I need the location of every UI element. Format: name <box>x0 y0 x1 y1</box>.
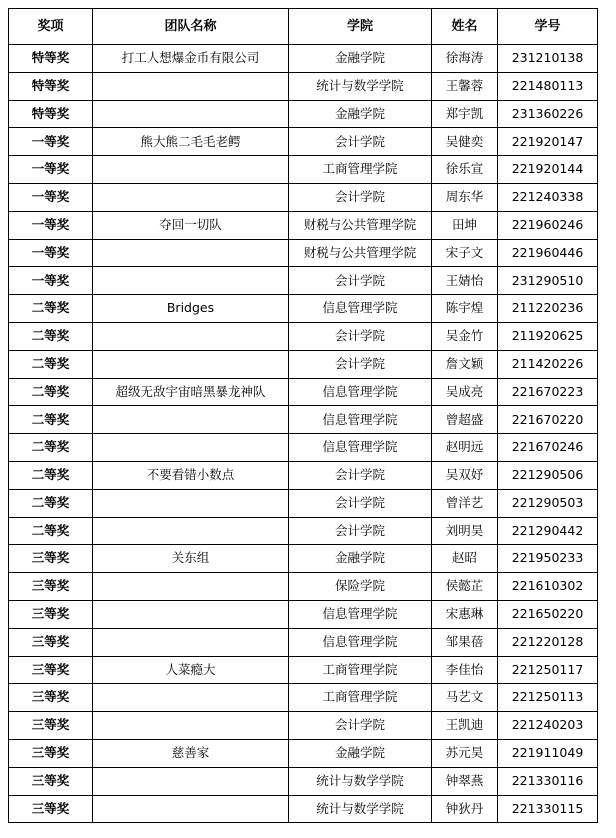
team-cell <box>93 712 289 740</box>
team-cell <box>93 600 289 628</box>
college-cell: 会计学院 <box>289 461 432 489</box>
college-cell: 会计学院 <box>289 517 432 545</box>
college-cell: 信息管理学院 <box>289 406 432 434</box>
award-table-container <box>8 8 598 823</box>
award-cell: 二等奖 <box>9 434 93 462</box>
team-cell <box>93 322 289 350</box>
college-cell: 金融学院 <box>289 739 432 767</box>
college-cell: 信息管理学院 <box>289 434 432 462</box>
student-id-cell: 221240203 <box>498 712 598 740</box>
table-row <box>9 406 598 434</box>
name-cell: 马艺文 <box>432 684 498 712</box>
student-id-cell: 231290510 <box>498 267 598 295</box>
name-cell: 赵昭 <box>432 545 498 573</box>
name-cell: 赵明远 <box>432 434 498 462</box>
college-cell: 工商管理学院 <box>289 156 432 184</box>
name-cell: 刘明昊 <box>432 517 498 545</box>
name-cell: 曾超盛 <box>432 406 498 434</box>
student-id-cell: 221670220 <box>498 406 598 434</box>
college-cell: 工商管理学院 <box>289 684 432 712</box>
name-cell: 田坤 <box>432 211 498 239</box>
table-row <box>9 128 598 156</box>
table-row <box>9 517 598 545</box>
college-cell: 保险学院 <box>289 573 432 601</box>
table-row <box>9 545 598 573</box>
table-row <box>9 628 598 656</box>
name-cell: 宋惠琳 <box>432 600 498 628</box>
table-row <box>9 239 598 267</box>
header-college: 学院 <box>289 9 432 45</box>
team-cell <box>93 795 289 823</box>
college-cell: 统计与数学学院 <box>289 795 432 823</box>
student-id-cell: 221920144 <box>498 156 598 184</box>
college-cell: 金融学院 <box>289 45 432 73</box>
award-cell: 二等奖 <box>9 406 93 434</box>
team-cell <box>93 517 289 545</box>
table-row <box>9 767 598 795</box>
team-cell <box>93 489 289 517</box>
team-cell <box>93 406 289 434</box>
award-cell: 三等奖 <box>9 739 93 767</box>
name-cell: 吴双妤 <box>432 461 498 489</box>
student-id-cell: 221911049 <box>498 739 598 767</box>
name-cell: 郑宇凯 <box>432 100 498 128</box>
name-cell: 徐海涛 <box>432 45 498 73</box>
college-cell: 信息管理学院 <box>289 295 432 323</box>
award-cell: 三等奖 <box>9 545 93 573</box>
name-cell: 王婧怡 <box>432 267 498 295</box>
award-cell: 一等奖 <box>9 267 93 295</box>
award-cell: 三等奖 <box>9 628 93 656</box>
student-id-cell: 221290442 <box>498 517 598 545</box>
student-id-cell: 221220128 <box>498 628 598 656</box>
team-cell <box>93 100 289 128</box>
table-row <box>9 656 598 684</box>
student-id-cell: 221330116 <box>498 767 598 795</box>
college-cell: 财税与公共管理学院 <box>289 211 432 239</box>
team-cell: 超级无敌宇宙暗黑暴龙神队 <box>93 378 289 406</box>
student-id-cell: 221960446 <box>498 239 598 267</box>
student-id-cell: 221650220 <box>498 600 598 628</box>
table-row <box>9 295 598 323</box>
college-cell: 信息管理学院 <box>289 600 432 628</box>
student-id-cell: 221290506 <box>498 461 598 489</box>
table-body <box>9 45 598 823</box>
team-cell <box>93 72 289 100</box>
award-cell: 一等奖 <box>9 211 93 239</box>
team-cell: 不要看错小数点 <box>93 461 289 489</box>
college-cell: 会计学院 <box>289 183 432 211</box>
college-cell: 会计学院 <box>289 322 432 350</box>
team-cell <box>93 573 289 601</box>
table-row <box>9 573 598 601</box>
table-row <box>9 712 598 740</box>
table-row <box>9 795 598 823</box>
table-row <box>9 350 598 378</box>
table-row <box>9 156 598 184</box>
name-cell: 周东华 <box>432 183 498 211</box>
student-id-cell: 231360226 <box>498 100 598 128</box>
table-row <box>9 378 598 406</box>
award-cell: 二等奖 <box>9 517 93 545</box>
header-name: 姓名 <box>432 9 498 45</box>
student-id-cell: 221670223 <box>498 378 598 406</box>
name-cell: 陈宇煌 <box>432 295 498 323</box>
table-row <box>9 600 598 628</box>
college-cell: 工商管理学院 <box>289 656 432 684</box>
name-cell: 李佳怡 <box>432 656 498 684</box>
table-row <box>9 45 598 73</box>
team-cell: 关东组 <box>93 545 289 573</box>
name-cell: 钟翠燕 <box>432 767 498 795</box>
team-cell: 人菜瘾大 <box>93 656 289 684</box>
college-cell: 会计学院 <box>289 267 432 295</box>
team-cell <box>93 434 289 462</box>
header-row <box>9 9 598 45</box>
student-id-cell: 221240338 <box>498 183 598 211</box>
name-cell: 王凯迪 <box>432 712 498 740</box>
table-row <box>9 489 598 517</box>
name-cell: 侯懿芷 <box>432 573 498 601</box>
header-team: 团队名称 <box>93 9 289 45</box>
college-cell: 会计学院 <box>289 712 432 740</box>
award-cell: 三等奖 <box>9 795 93 823</box>
table-row <box>9 739 598 767</box>
award-table <box>8 8 598 823</box>
award-cell: 特等奖 <box>9 72 93 100</box>
award-cell: 一等奖 <box>9 156 93 184</box>
student-id-cell: 221250117 <box>498 656 598 684</box>
name-cell: 吴健奕 <box>432 128 498 156</box>
header-student-id: 学号 <box>498 9 598 45</box>
award-cell: 三等奖 <box>9 684 93 712</box>
team-cell <box>93 183 289 211</box>
college-cell: 金融学院 <box>289 545 432 573</box>
award-cell: 特等奖 <box>9 45 93 73</box>
student-id-cell: 221480113 <box>498 72 598 100</box>
college-cell: 统计与数学学院 <box>289 767 432 795</box>
award-cell: 三等奖 <box>9 712 93 740</box>
award-cell: 二等奖 <box>9 489 93 517</box>
student-id-cell: 211220236 <box>498 295 598 323</box>
student-id-cell: 221290503 <box>498 489 598 517</box>
student-id-cell: 221950233 <box>498 545 598 573</box>
college-cell: 信息管理学院 <box>289 378 432 406</box>
team-cell <box>93 267 289 295</box>
team-cell <box>93 350 289 378</box>
award-cell: 三等奖 <box>9 656 93 684</box>
team-cell <box>93 239 289 267</box>
name-cell: 徐乐宣 <box>432 156 498 184</box>
award-cell: 二等奖 <box>9 295 93 323</box>
college-cell: 会计学院 <box>289 128 432 156</box>
table-row <box>9 211 598 239</box>
student-id-cell: 221960246 <box>498 211 598 239</box>
name-cell: 吴成亮 <box>432 378 498 406</box>
student-id-cell: 221920147 <box>498 128 598 156</box>
award-cell: 三等奖 <box>9 600 93 628</box>
name-cell: 詹文颖 <box>432 350 498 378</box>
student-id-cell: 221330115 <box>498 795 598 823</box>
award-cell: 二等奖 <box>9 350 93 378</box>
team-cell <box>93 628 289 656</box>
student-id-cell: 221670246 <box>498 434 598 462</box>
award-cell: 三等奖 <box>9 573 93 601</box>
team-cell: 慈善家 <box>93 739 289 767</box>
name-cell: 钟狄丹 <box>432 795 498 823</box>
award-cell: 二等奖 <box>9 322 93 350</box>
team-cell: Bridges <box>93 295 289 323</box>
student-id-cell: 221610302 <box>498 573 598 601</box>
table-row <box>9 72 598 100</box>
award-cell: 一等奖 <box>9 183 93 211</box>
award-cell: 二等奖 <box>9 378 93 406</box>
table-row <box>9 183 598 211</box>
student-id-cell: 211920625 <box>498 322 598 350</box>
name-cell: 王馨蓉 <box>432 72 498 100</box>
name-cell: 宋子文 <box>432 239 498 267</box>
name-cell: 吴金竹 <box>432 322 498 350</box>
table-row <box>9 461 598 489</box>
table-row <box>9 100 598 128</box>
college-cell: 会计学院 <box>289 489 432 517</box>
award-cell: 二等奖 <box>9 461 93 489</box>
college-cell: 会计学院 <box>289 350 432 378</box>
name-cell: 邹果蓓 <box>432 628 498 656</box>
college-cell: 金融学院 <box>289 100 432 128</box>
student-id-cell: 211420226 <box>498 350 598 378</box>
college-cell: 统计与数学学院 <box>289 72 432 100</box>
table-row <box>9 684 598 712</box>
table-row <box>9 434 598 462</box>
student-id-cell: 221250113 <box>498 684 598 712</box>
student-id-cell: 231210138 <box>498 45 598 73</box>
name-cell: 苏元昊 <box>432 739 498 767</box>
team-cell <box>93 767 289 795</box>
table-row <box>9 322 598 350</box>
team-cell: 打工人想爆金币有限公司 <box>93 45 289 73</box>
award-cell: 三等奖 <box>9 767 93 795</box>
team-cell: 夺回一切队 <box>93 211 289 239</box>
award-cell: 一等奖 <box>9 128 93 156</box>
team-cell <box>93 684 289 712</box>
award-cell: 特等奖 <box>9 100 93 128</box>
team-cell: 熊大熊二毛毛老鳄 <box>93 128 289 156</box>
team-cell <box>93 156 289 184</box>
award-cell: 一等奖 <box>9 239 93 267</box>
college-cell: 信息管理学院 <box>289 628 432 656</box>
name-cell: 曾洋艺 <box>432 489 498 517</box>
college-cell: 财税与公共管理学院 <box>289 239 432 267</box>
table-row <box>9 267 598 295</box>
header-award: 奖项 <box>9 9 93 45</box>
